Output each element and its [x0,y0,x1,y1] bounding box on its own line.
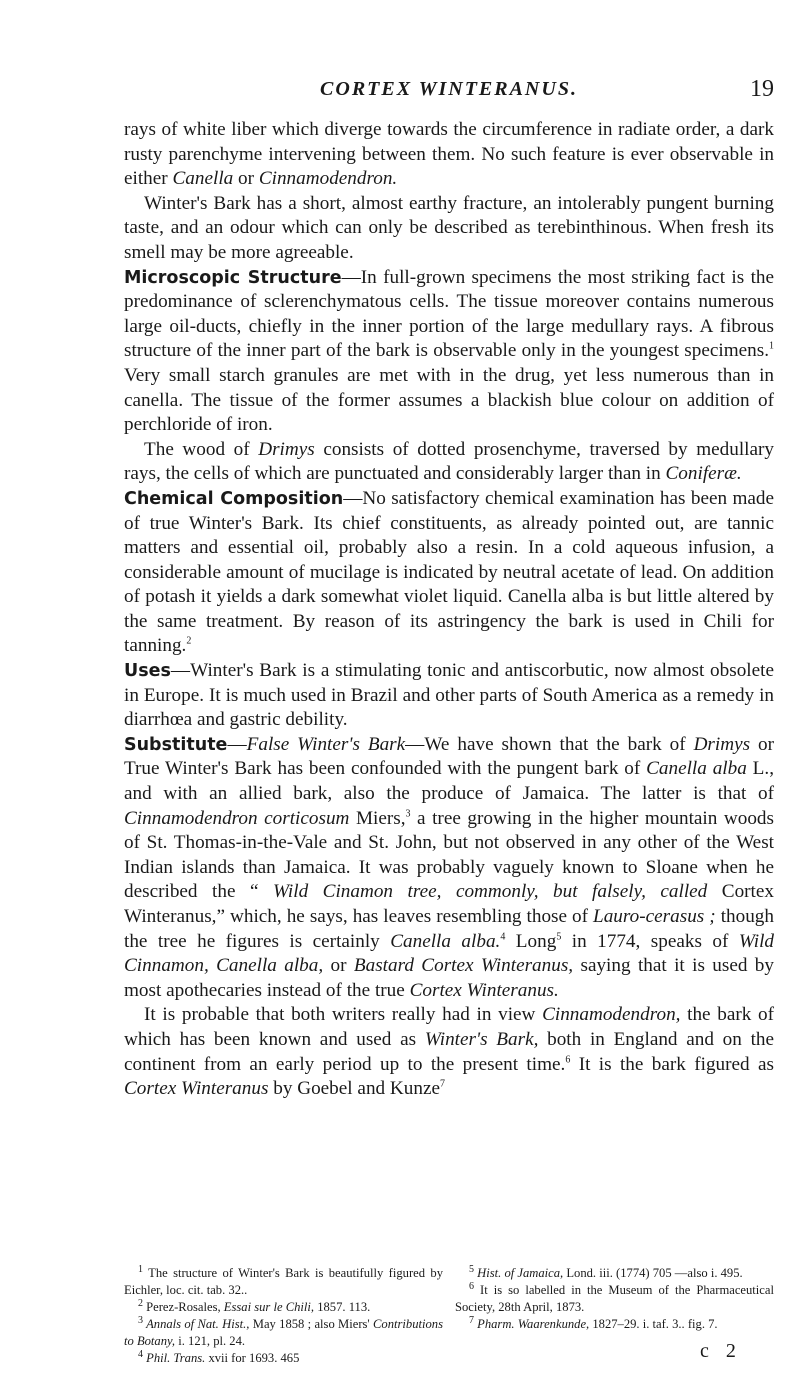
footnote-2: $^2$ Perez-Rosales, Essai sur le Chili, 1857. 113. [138,1297,371,1314]
footnote-4: $^4$ Phil. Trans. xvii for 1693. 465 [138,1348,300,1365]
footnotes [124,1265,774,1367]
footnotes-left-column [124,1265,443,1367]
footnote-5: $^5$ Hist. of Jamaica, Lond. iii. (1774) 705 —also i. 495. [469,1263,743,1280]
footnote-ref-2[interactable]: 2 [186,636,192,648]
page-number: 19 [750,76,774,102]
footnote-7: $^7$ Pharm. Waarenkunde, 1827–29. i. taf. 3.. fig. 7. [469,1314,718,1331]
footnote-ref-1[interactable]: 1 [769,340,774,352]
footnote-ref-6[interactable]: 6 [565,1054,571,1066]
paragraph-2: Winter's Bark has a short, almost earthy fracture, an intolerably pungent burning taste, and an odour which can only be described as terebinthinous. When fresh its smell may be more agreeable. [124,192,774,263]
section-heading-uses: Uses [124,661,171,682]
paragraph-wood: The wood of Drimys consists of dotted prosenchyme, traversed by medullary rays, the cells of which are punctuated and considerably larger than in Coniferæ. [124,438,774,485]
section-heading-chemical: Chemical Composition [124,488,344,509]
page-header [124,76,774,104]
paragraph-microscopic-structure: Microscopic Structure—In full-grown specimens the most striking fact is the predominance of sclerenchymatous cells. The tissue moreover contains numerous large oil-ducts, chiefly in the inner portion of the large medullary rays. A fibrous structure of the inner part of the bark is observable only in the youngest specimens.$^1$ Very small starch granules are met with in the drug, yet less numerous than in canella. The tissue of the former assumes a blackish blue colour on addition of perchloride of iron. [124,266,775,436]
footnote-ref-7[interactable]: 7 [440,1078,446,1090]
footnote-ref-3[interactable]: 3 [405,808,411,820]
body-text [124,118,774,1102]
running-title: CORTEX WINTERANUS. [320,78,578,100]
paragraph-1: rays of white liber which diverge towards the circumference in radiate order, a dark rusty parenchyme intervening between them. No such feature is ever observable in either Canella or Cinnamodendron. [124,119,774,190]
section-heading-microscopic: Microscopic Structure [124,267,342,288]
paragraph-cinnamodendron: It is probable that both writers really had in view Cinnamodendron, the bark of which has been known and used as Winter's Bark, both in England and on the continent from an early period up to the present time.$^6$ It is the bark figured as Cortex Winteranus by Goebel and Kunze$^7$ [124,1004,775,1100]
footnote-6: $^6$ It is so labelled in the Museum of the Pharmaceutical Society, 28th April, 1873. [455,1280,774,1314]
footnote-ref-4[interactable]: 4 [500,931,506,943]
footnote-3: $^3$ Annals of Nat. Hist., May 1858 ; also Miers' Contributions to Botany, i. 121, pl. 24. [124,1314,443,1348]
section-heading-substitute: Substitute [124,734,228,755]
footnote-ref-5[interactable]: 5 [556,931,562,943]
paragraph-chemical-composition: Chemical Composition—No satisfactory chemical examination has been made of true Winter's Bark. Its chief constituents, as already pointed out, are tannic matters and essential oil, probably also a resin. In a cold aqueous infusion, a considerable amount of mucilage is indicated by neutral acetate of lead. On addition of potash it yields a dark somewhat violet liquid. Canella alba is but little altered by the same treatment. By reason of its astringency the bark is used in Chili for tanning.$^2$ [124,487,775,657]
paragraph-uses: Uses—Winter's Bark is a stimulating tonic and antiscorbutic, now almost obsolete in Europe. It is much used in Brazil and other parts of South America as a remedy in diarrhœa and gastric debility. [124,660,774,731]
footnote-1: $^1$ The structure of Winter's Bark is beautifully figured by Eichler, loc. cit. tab. 32.. [124,1263,443,1297]
signature-mark: c 2 [700,1340,742,1362]
paragraph-substitute: Substitute—False Winter's Bark—We have shown that the bark of Drimys or True Winter's Bark has been confounded with the pungent bark of Canella alba L., and with an allied bark, also the produce of Jamaica. The latter is that of Cinnamodendron corticosum Miers,$^3$ a tree growing in the higher mountain woods of St. Thomas-in-the-Vale and St. John, but not observed in any other of the West Indian islands than Jamaica. It was probably vaguely known to Sloane when he described the “ Wild Cinamon tree, commonly, but falsely, called Cortex Winteranus,” which, he says, has leaves resembling those of Lauro-cerasus ; though the tree he figures is certainly Canella alba.$^4$ Long$^5$ in 1774, speaks of Wild Cinnamon, Canella alba, or Bastard Cortex Winteranus, saying that it is used by most apothecaries instead of the true Cortex Winteranus. [124,733,774,1001]
